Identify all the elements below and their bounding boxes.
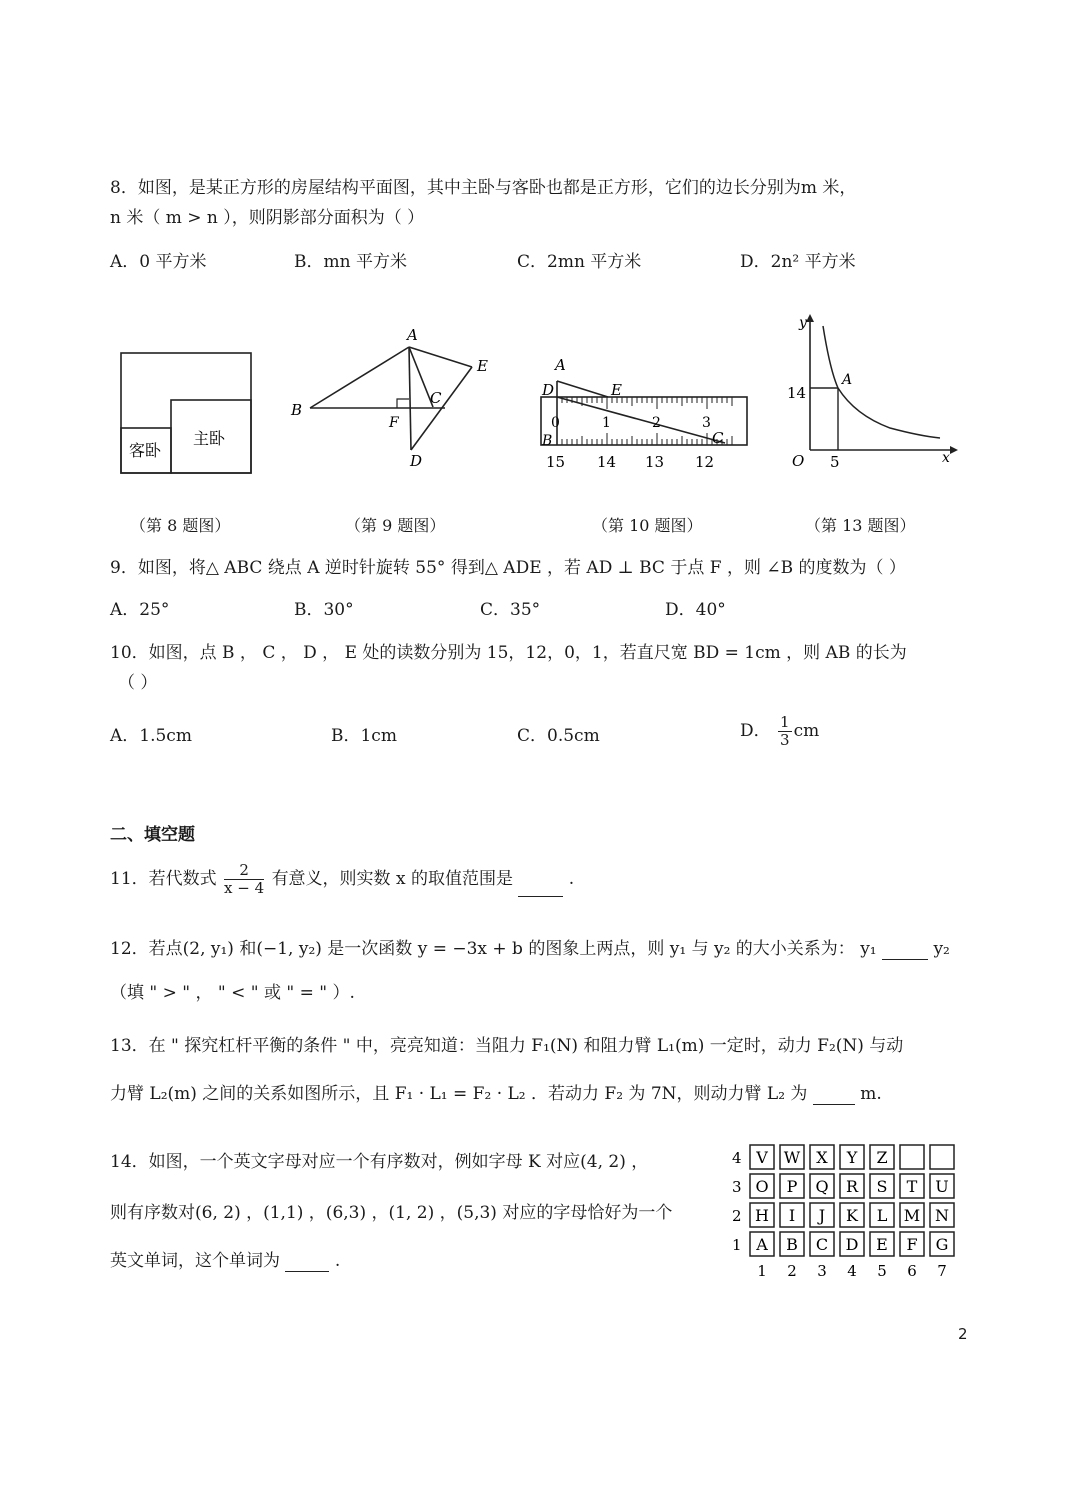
- grid-col-label: 3: [817, 1262, 827, 1280]
- fig9-label-d: D: [410, 452, 423, 470]
- ruler-top-label-3: 3: [702, 415, 711, 431]
- grid-letter: M: [903, 1206, 921, 1225]
- fig13-axis-y: y: [799, 315, 807, 331]
- grid-col-label: 4: [847, 1262, 857, 1280]
- fig9-label-b: B: [291, 401, 303, 419]
- grid-row-label: 3: [732, 1178, 742, 1196]
- q14-line3-suffix: .: [334, 1251, 341, 1271]
- q10-option-d-unit: cm: [793, 721, 820, 741]
- q8-line1: 8．如图，是某正方形的房屋结构平面图，其中主卧与客卧也都是正方形，它们的边长分别为m 米，: [110, 178, 857, 198]
- page-number: 2: [958, 1325, 968, 1343]
- fig8-room-guest: 客卧: [129, 441, 162, 460]
- q10-option-d-prefix: D．: [740, 721, 771, 741]
- grid-letter: P: [786, 1177, 798, 1196]
- grid-letter: L: [876, 1206, 888, 1225]
- fig13-axis-x: x: [942, 450, 950, 466]
- grid-letter: S: [876, 1177, 888, 1196]
- fig10-label-a: A: [555, 356, 566, 374]
- grid-letter: Z: [876, 1148, 888, 1167]
- grid-row-label: 4: [732, 1149, 742, 1167]
- q8-option-d: D．2n² 平方米: [740, 252, 856, 272]
- fig8-room-main: 主卧: [193, 429, 226, 448]
- grid-letter: U: [935, 1177, 949, 1196]
- q10-line1: 10．如图，点 B ， C ， D ， E 处的读数分别为 15，12，0，1，若直尺宽 BD = 1cm ，则 AB 的长为: [110, 643, 907, 663]
- q12-line2: （填 " > " ， " < " 或 " = " ）.: [110, 983, 355, 1003]
- q9-option-d: D．40°: [665, 600, 726, 620]
- q10-option-b: B．1cm: [331, 726, 397, 746]
- ruler-top-label-0: 0: [551, 415, 560, 431]
- q12-line1-prefix: 12．若点(2, y₁) 和(−1, y₂) 是一次函数 y = −3x + b 的图象上两点，则 y₁ 与 y₂ 的大小关系为： y₁: [110, 939, 877, 959]
- q8-line2: n 米（ m > n ），则阴影部分面积为（ ）: [110, 208, 425, 228]
- grid-letter: N: [935, 1206, 949, 1225]
- q8-option-a: A．0 平方米: [110, 252, 207, 272]
- figure-8: [110, 340, 270, 490]
- grid-letter: I: [788, 1206, 796, 1225]
- ruler-top-ticks: [557, 397, 732, 409]
- fig13-x-tick: 5: [830, 453, 840, 471]
- caption-fig8: （第 8 题图）: [130, 516, 231, 535]
- q14-line3-prefix: 英文单词，这个单词为: [110, 1251, 280, 1271]
- q11-suffix: 有意义，则实数 x 的取值范围是: [271, 869, 513, 889]
- grid-letter: E: [876, 1235, 888, 1254]
- q13-line1: 13．在 " 探究杠杆平衡的条件 " 中，亮亮知道：当阻力 F₁(N) 和阻力臂 L₁(m) 一定时，动力 F₂(N) 与动: [110, 1036, 904, 1056]
- fig10-label-c: C: [712, 429, 724, 447]
- fig13-y-tick: 14: [787, 384, 807, 402]
- q9-option-c: C．35°: [480, 600, 541, 620]
- q9-line1: 9．如图，将△ ABC 绕点 A 逆时针旋转 55° 得到△ ADE ，若 AD ⊥ BC 于点 F ，则 ∠B 的度数为（ ）: [110, 558, 906, 578]
- q10-option-a: A．1.5cm: [110, 726, 192, 746]
- q13-line2-suffix: m.: [860, 1084, 882, 1104]
- caption-fig13: （第 13 题图）: [805, 516, 916, 535]
- q11-answer-blank[interactable]: [518, 878, 563, 897]
- grid-cell: [930, 1145, 954, 1169]
- q13-line2-prefix: 力臂 L₂(m) 之间的关系如图所示，且 F₁ · L₁ = F₂ · L₂ ．若动力 F₂ 为 7N，则动力臂 L₂ 为: [110, 1084, 808, 1104]
- grid-letter: W: [783, 1148, 801, 1167]
- grid-letter: T: [906, 1177, 918, 1196]
- grid-col-label: 5: [877, 1262, 887, 1280]
- grid-letter: K: [846, 1206, 858, 1225]
- grid-letter: R: [845, 1177, 859, 1196]
- q12-answer-blank[interactable]: [882, 941, 928, 960]
- grid-letter: D: [845, 1235, 859, 1254]
- q9-option-a: A．25°: [110, 600, 170, 620]
- grid-letter: X: [816, 1148, 828, 1167]
- fig9-label-e: E: [477, 357, 488, 375]
- q10-option-d-numerator: 1: [780, 713, 790, 731]
- q11-numerator: 2: [224, 862, 264, 880]
- q13-answer-blank[interactable]: [813, 1086, 855, 1105]
- q10-line2: （ ）: [118, 673, 158, 693]
- grid-row-label: 2: [732, 1207, 742, 1225]
- q10-option-d-denominator: 3: [780, 731, 790, 749]
- grid-row-label: 1: [732, 1236, 742, 1254]
- caption-fig9: （第 9 题图）: [345, 516, 446, 535]
- fig10-label-b: B: [542, 433, 553, 449]
- fig9-label-c: C: [430, 389, 442, 407]
- grid-letter: Q: [815, 1177, 829, 1196]
- q11: [110, 862, 574, 897]
- letter-grid: [728, 1140, 968, 1280]
- grid-letter: A: [756, 1235, 768, 1254]
- q11-end: .: [568, 869, 575, 889]
- q12-line1: [110, 938, 950, 960]
- q12-line1-suffix: y₂: [933, 939, 950, 959]
- q14-line2: 则有序数对(6, 2) ，(1,1) ，(6,3) ，(1, 2) ，(5,3) 对应的字母恰好为一个: [110, 1203, 673, 1223]
- q14-answer-blank[interactable]: [285, 1253, 329, 1272]
- fig10-label-d: D: [542, 381, 555, 399]
- ruler-bottom-ticks: [557, 433, 732, 445]
- q8-option-b: B．mn 平方米: [294, 252, 407, 272]
- ruler-bottom-label-12: 12: [695, 453, 715, 471]
- caption-fig10: （第 10 题图）: [592, 516, 703, 535]
- fig10-label-e: E: [611, 381, 622, 399]
- q11-prefix: 11．若代数式: [110, 869, 217, 889]
- section-title: 二、填空题: [110, 825, 195, 845]
- ruler-bottom-label-15: 15: [546, 453, 566, 471]
- fig13-origin: O: [792, 452, 805, 470]
- q11-fraction: [224, 862, 264, 897]
- q9-option-b: B．30°: [294, 600, 354, 620]
- grid-col-label: 7: [937, 1262, 947, 1280]
- grid-letter: H: [755, 1206, 769, 1225]
- figure-13: [780, 310, 960, 475]
- fig13-label-a: A: [842, 372, 853, 388]
- q14-line1: 14．如图，一个英文字母对应一个有序数对，例如字母 K 对应(4, 2) ，: [110, 1152, 649, 1172]
- q10-option-d-fraction: [778, 714, 792, 749]
- grid-letter: O: [755, 1177, 769, 1196]
- grid-letter: J: [818, 1206, 826, 1225]
- grid-cell: [900, 1145, 924, 1169]
- figure-9: [285, 325, 500, 475]
- fig9-label-a: A: [407, 326, 418, 344]
- grid-letter: B: [786, 1235, 798, 1254]
- grid-col-label: 2: [787, 1262, 797, 1280]
- ruler-bottom-label-14: 14: [597, 453, 617, 471]
- q11-denominator: x − 4: [224, 879, 265, 897]
- grid-letter: Y: [846, 1148, 858, 1167]
- q13-line2: [110, 1083, 882, 1105]
- grid-letter: C: [815, 1235, 829, 1254]
- figure-10: [535, 355, 760, 475]
- grid-letter: G: [935, 1235, 949, 1254]
- ruler-top-label-2: 2: [652, 415, 661, 431]
- fig9-label-f: F: [389, 415, 399, 431]
- grid-col-label: 1: [757, 1262, 767, 1280]
- q8-option-c: C．2mn 平方米: [517, 252, 642, 272]
- ruler-bottom-label-13: 13: [645, 453, 665, 471]
- grid-letter: F: [906, 1235, 918, 1254]
- grid-col-label: 6: [907, 1262, 917, 1280]
- ruler-top-label-1: 1: [602, 415, 611, 431]
- grid-letter: V: [756, 1148, 768, 1167]
- q10-option-c: C．0.5cm: [517, 726, 600, 746]
- q10-option-d: [740, 714, 819, 749]
- q14-line3: [110, 1250, 340, 1272]
